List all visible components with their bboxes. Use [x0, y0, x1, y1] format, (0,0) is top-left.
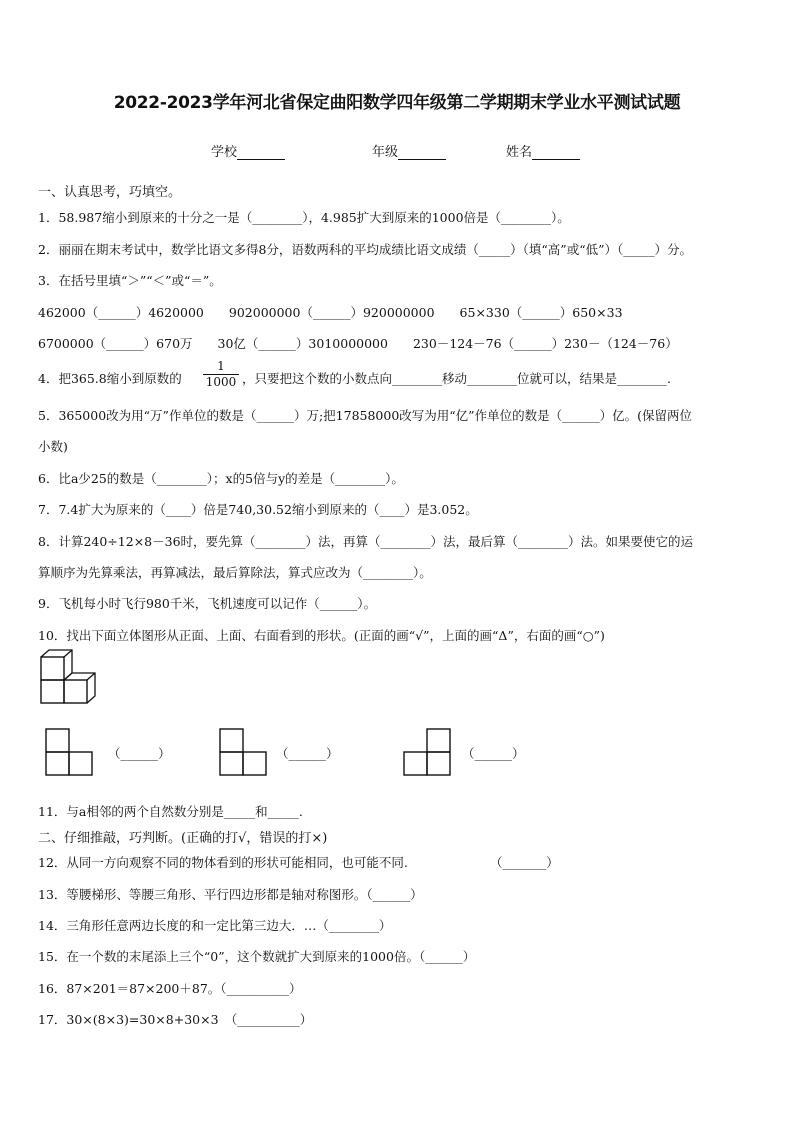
question-3: 3．在括号里填“＞”“＜”或“＝”。 [38, 273, 222, 288]
view-option-1-shape [45, 728, 93, 776]
view-option-1-blank[interactable]: （______） [108, 746, 171, 761]
solid-figure-blocks [38, 648, 102, 706]
view-option-2-shape [219, 728, 267, 776]
question-16: 16．87×201＝87×200＋87。（__________） [38, 981, 302, 996]
question-7: 7．7.4扩大为原来的（____）倍是740,30.52缩小到原来的（____）是3.052。 [38, 502, 478, 517]
question-14: 14．三角形任意两边长度的和一定比第三边大．…（________） [38, 918, 392, 933]
question-9: 9．飞机每小时飞行980千米，飞机速度可以记作（______）。 [38, 596, 377, 611]
name-blank[interactable] [532, 145, 580, 160]
question-6: 6．比a少25的数是（________）；x的5倍与y的差是（________）。 [38, 471, 404, 486]
question-17: 17．30×(8×3)=30×8+30×3 （__________） [38, 1012, 313, 1027]
name-field [506, 141, 580, 160]
section-2-heading: 二、仔细推敲，巧判断。(正确的打√，错误的打×) [38, 831, 328, 846]
question-4-part-b: ，只要把这个数的小数点向________移动________位就可以，结果是________. [242, 371, 671, 386]
question-8-line-2: 算顺序为先算乘法，再算减法，最后算除法，算式应改为（________）。 [38, 565, 432, 580]
section-1-heading: 一、认真思考，巧填空。 [38, 185, 182, 200]
view-option-3-shape [403, 728, 451, 776]
grade-field [372, 141, 446, 160]
question-2: 2．丽丽在期末考试中，数学比语文多得8分，语数两科的平均成绩比语文成绩（_____）（填“高”或“低”）（_____）分。 [38, 242, 692, 257]
question-11: 11．与a相邻的两个自然数分别是_____和_____. [38, 804, 303, 819]
fraction-one-thousandth [203, 359, 239, 390]
question-3-row-2: 6700000（______）670万 30亿（______）3010000000 230－124－76（______）230－（124－76） [38, 336, 678, 351]
grade-blank[interactable] [398, 145, 446, 160]
question-4-part-a: 4．把365.8缩小到原数的 [38, 371, 182, 386]
question-10: 10．找出下面立体图形从正面、上面、右面看到的形状。(正面的画“√”，上面的画“Δ”，右面的画“○”) [38, 628, 605, 643]
question-5-line-1: 5．365000改为用“万”作单位的数是（______）万;把17858000改写为用“亿”作单位的数是（______）亿。(保留两位 [38, 408, 692, 423]
view-option-3-blank[interactable]: （______） [462, 746, 525, 761]
school-field [211, 141, 285, 160]
question-3-row-1: 462000（______）4620000 902000000（______）920000000 65×330（______）650×33 [38, 305, 623, 320]
school-blank[interactable] [237, 145, 285, 160]
grade-label: 年级 [372, 145, 399, 160]
view-option-2-blank[interactable]: （______） [276, 746, 339, 761]
fraction-numerator: 1 [203, 359, 239, 375]
question-12-blank[interactable]: （_______） [490, 855, 559, 870]
fraction-denominator: 1000 [205, 375, 237, 389]
school-label: 学校 [211, 145, 238, 160]
question-5-line-2: 小数) [38, 439, 68, 454]
page-title: 2022-2023学年河北省保定曲阳数学四年级第二学期期末学业水平测试试题 [113, 93, 681, 113]
question-12: 12．从同一方向观察不同的物体看到的形状可能相同，也可能不同. [38, 855, 408, 870]
question-15: 15．在一个数的末尾添上三个“0”，这个数就扩大到原来的1000倍。（______） [38, 949, 476, 964]
question-8-line-1: 8．计算240÷12×8－36时，要先算（________）法，再算（________）法，最后算（________）法。如果要使它的运 [38, 534, 694, 549]
name-label: 姓名 [506, 145, 533, 160]
question-1: 1．58.987缩小到原来的十分之一是（________），4.985扩大到原来的1000倍是（________）。 [38, 210, 570, 225]
question-13: 13．等腰梯形、等腰三角形、平行四边形都是轴对称图形。（______） [38, 887, 423, 902]
